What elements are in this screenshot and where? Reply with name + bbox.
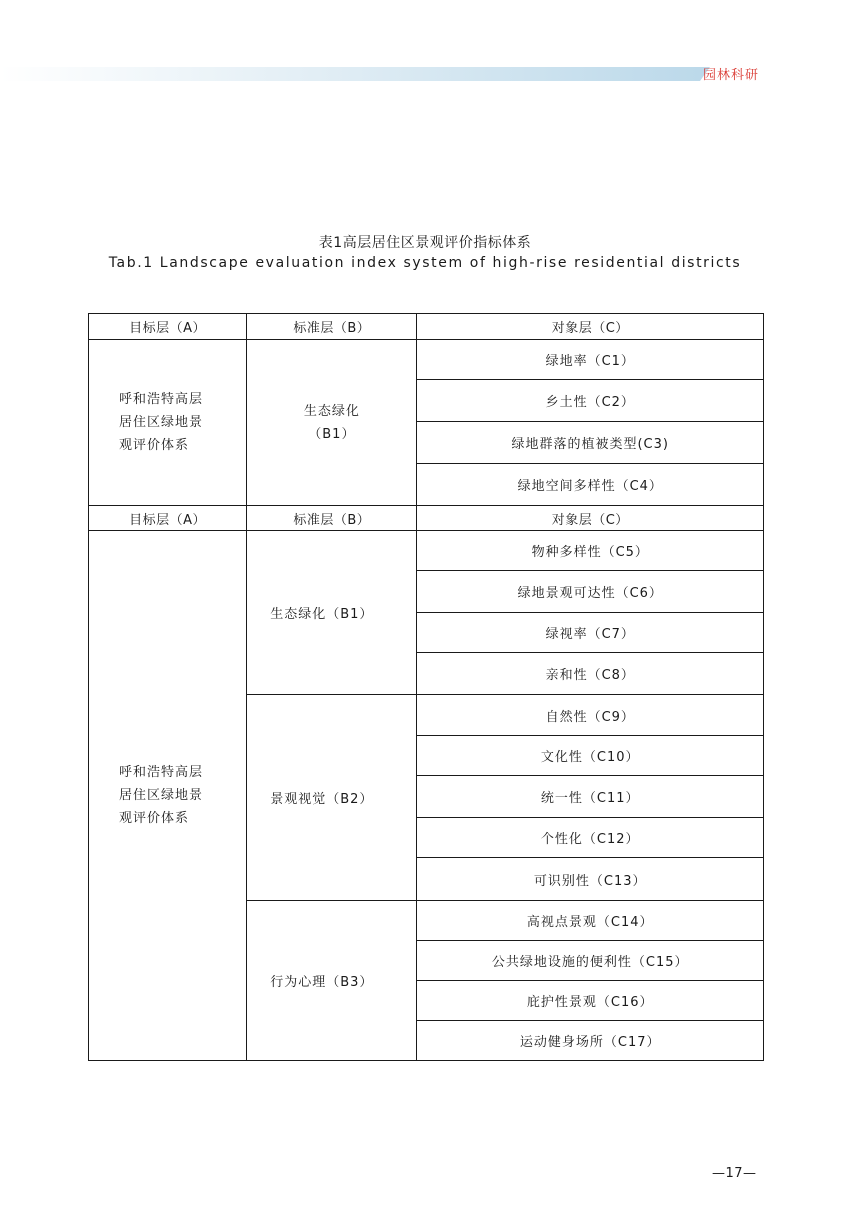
table-header-row <box>89 314 764 340</box>
object-cell: 可识别性（C13） <box>417 858 764 901</box>
object-cell: 自然性（C9） <box>417 695 764 736</box>
header-object-layer: 对象层（C） <box>417 314 764 340</box>
page-number: —17— <box>712 1166 757 1181</box>
object-cell: 绿地景观可达性（C6） <box>417 571 764 613</box>
object-cell: 公共绿地设施的便利性（C15） <box>417 941 764 981</box>
object-cell: 绿地群落的植被类型(C3) <box>417 422 764 464</box>
header-object-layer: 对象层（C） <box>417 506 764 531</box>
table-caption-en: Tab.1 Landscape evaluation index system of high-rise residential districts <box>108 255 742 271</box>
target-cell: 呼和浩特高层 居住区绿地景 观评价体系 <box>89 531 247 1061</box>
object-cell: 乡土性（C2） <box>417 380 764 422</box>
object-cell: 庇护性景观（C16） <box>417 981 764 1021</box>
target-cell: 呼和浩特高层 居住区绿地景 观评价体系 <box>89 340 247 506</box>
object-cell: 亲和性（C8） <box>417 653 764 695</box>
header-band <box>0 67 700 81</box>
criterion-cell: 生态绿化 （B1） <box>247 340 417 506</box>
criterion-cell: 生态绿化（B1） <box>247 531 417 695</box>
object-cell: 运动健身场所（C17） <box>417 1021 764 1061</box>
table-caption-cn: 表1高层居住区景观评价指标体系 <box>318 235 532 251</box>
object-cell: 个性化（C12） <box>417 818 764 858</box>
object-cell: 绿地空间多样性（C4） <box>417 464 764 506</box>
object-cell: 绿视率（C7） <box>417 613 764 653</box>
object-cell: 物种多样性（C5） <box>417 531 764 571</box>
object-cell: 文化性（C10） <box>417 736 764 776</box>
table-header-row <box>89 506 764 531</box>
object-cell: 统一性（C11） <box>417 776 764 818</box>
index-table <box>88 313 764 1061</box>
header-criterion-layer: 标准层（B） <box>247 506 417 531</box>
header-criterion-layer: 标准层（B） <box>247 314 417 340</box>
object-cell: 绿地率（C1） <box>417 340 764 380</box>
criterion-cell: 景观视觉（B2） <box>247 695 417 901</box>
object-cell: 高视点景观（C14） <box>417 901 764 941</box>
table-row <box>89 531 764 571</box>
criterion-cell: 行为心理（B3） <box>247 901 417 1061</box>
header-target-layer: 目标层（A） <box>89 506 247 531</box>
header-target-layer: 目标层（A） <box>89 314 247 340</box>
table-row <box>89 340 764 380</box>
journal-name: 园林科研 <box>703 68 760 83</box>
